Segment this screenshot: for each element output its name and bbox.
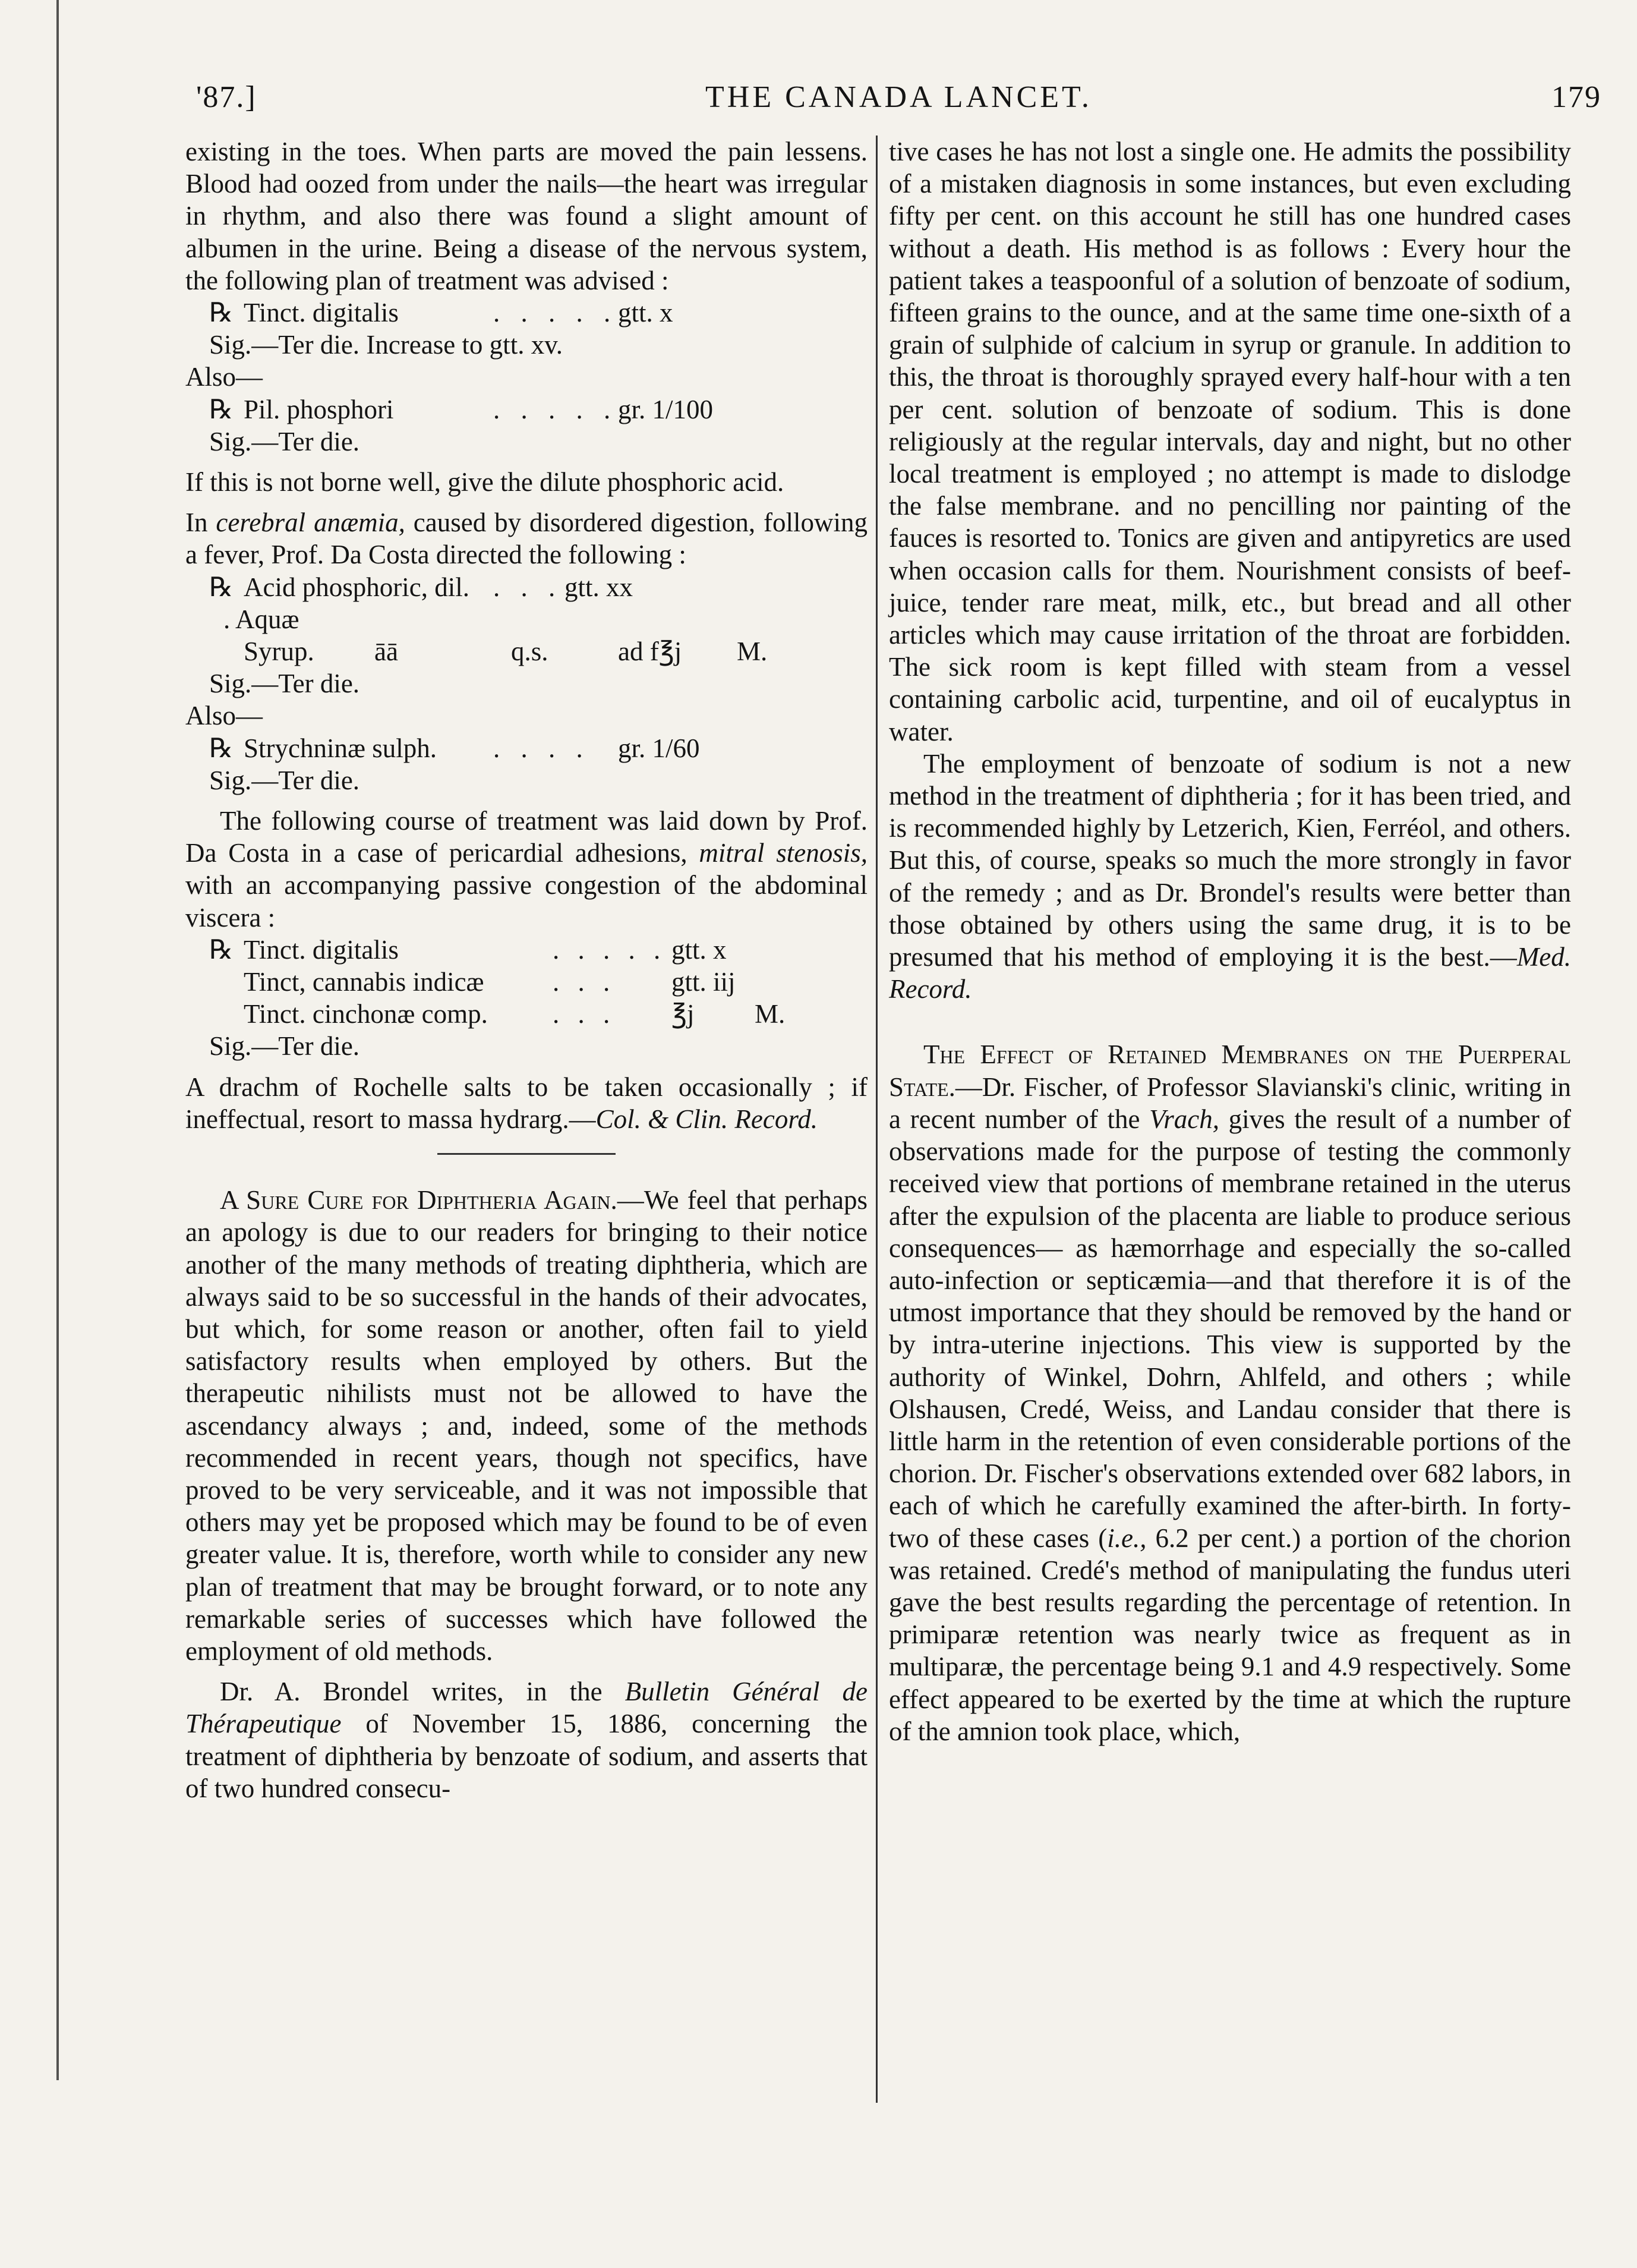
also-label: Also— xyxy=(185,701,263,731)
dose: gtt. x xyxy=(671,934,727,965)
leader-dots: . . . . . xyxy=(553,934,667,965)
paragraph: In cerebral anæmia, caused by disordered digestion, following a fever, Prof. Da Costa directed the following : xyxy=(185,508,868,570)
leader-dots: . . . xyxy=(553,999,616,1029)
paragraph: A drachm of Rochelle salts to be taken occasionally ; if ineffectual, resort to massa hydrarg.—Col. & Clin. Record. xyxy=(185,1072,868,1134)
drug-name: Tinct. cinchonæ comp. xyxy=(244,999,488,1029)
right-column xyxy=(889,136,1571,1747)
volume-label: '87.] xyxy=(196,80,257,114)
ana-mark: āā xyxy=(374,637,398,667)
section-ornament xyxy=(185,1135,868,1167)
leader-dots: . . . xyxy=(493,572,563,602)
leader-dots: . . . . . xyxy=(493,298,618,328)
left-column xyxy=(185,136,868,1804)
article-paragraph: The Effect of Retained Membranes on the Puerperal State.—Dr. Fischer, of Professor Slavianski's clinic, writing in a recent number of the Vrach, gives the result of a number of observations made for the purpose of testing the commonly received view that portions of membrane retained in the uterus after the expulsion of the placenta are liable to produce serious consequences— as hæmorrhage and especially the so-called auto-infection or septicæmia—and that therefore it is of the utmost importance that they should be removed by the hand or by intra-uterine injections. This view is supported by the authority of Winkel, Dohrn, Ahlfeld, and others ; while Olshausen, Credé, Weiss, and Landau consider that there is little harm in the retention of even considerable portions of the chorion. Dr. Fischer's observations extended over 682 labors, in each of which he carefully examined the after-birth. In forty-two of these cases (i.e., 6.2 per cent.) a portion of the chorion was retained. Credé's method of manipulating the fundus uteri gave the best results regarding the percentage of retention. In primiparæ retention was nearly twice as frequent as in multiparæ, the percentage being 9.1 and 4.9 respectively. Some effect appeared to be exerted by the time at which the rupture of the amnion took place, which, xyxy=(889,1040,1571,1746)
paragraph: If this is not borne well, give the dilute phosphoric acid. xyxy=(185,467,784,497)
signa-line: Sig.—Ter die. xyxy=(209,765,360,795)
drug-name: Tinct, cannabis indicæ xyxy=(244,967,484,997)
paragraph: Dr. A. Brondel writes, in the Bulletin Général de Thérapeutique of November 15, 1886, concerning the treatment of diphtheria by benzoate of sodium, and asserts that of two hundred consecu- xyxy=(185,1677,868,1803)
prescription-line xyxy=(185,571,868,603)
signa-line: Sig.—Ter die. Increase to gtt. xv. xyxy=(209,330,563,360)
dose: ℥j xyxy=(671,999,695,1029)
drug-name: Tinct. digitalis xyxy=(244,934,399,965)
article-paragraph: A Sure Cure for Diphtheria Again.—We feel that perhaps an apology is due to our readers for bringing to their notice another of the many methods of treating diphtheria, which are always said to be so successful in the hands of their advocates, but which, for some reason or another, often fail to yield satisfactory results when employed by others. But the therapeutic nihilists must not be allowed to have the ascendancy always ; and, indeed, some of the methods recommended in recent years, though not specifics, have proved to be very serviceable, and it was not impossible that others may yet be proposed which may be found to be of even greater value. It is, therefore, worth while to consider any new plan of treatment that may be brought forward, or to note any remarkable series of successes which have followed the employment of old methods. xyxy=(185,1185,868,1666)
recipe-symbol: ℞ xyxy=(209,298,234,328)
paragraph: existing in the toes. When parts are moved the pain lessens. Blood had oozed from under the nails—the heart was irregular in rhythm, and also there was found a slight amount of albumen in the urine. Being a disease of the nervous system, the following plan of treatment was advised : xyxy=(185,137,868,295)
binding-edge xyxy=(56,0,59,2080)
paragraph: The following course of treatment was laid down by Prof. Da Costa in a case of pericardial adhesions, mitral stenosis, with an accompanying passive congestion of the abdominal viscera : xyxy=(185,806,868,933)
prescription-line xyxy=(185,297,868,329)
paragraph: The employment of benzoate of sodium is not a new method in the treatment of diphtheria ; for it has been tried, and is recommended highly by Letzerich, Kien, Ferréol, and others. But this, of course, speaks so much the more strongly in favor of the remedy ; and as Dr. Brondel's results were better than those obtained by others using the same drug, it is to be presumed that his method of employing it is the best.—Med. Record. xyxy=(889,748,1571,1004)
drug-name: Acid phosphoric, dil. xyxy=(244,572,469,602)
quantity-mark: q.s. xyxy=(511,637,548,667)
dose: gtt. xx xyxy=(564,572,633,602)
also-label: Also— xyxy=(185,362,263,392)
paragraph: tive cases he has not lost a single one. He admits the possibility of a mistaken diagnosis in some instances, but even excluding fifty per cent. on this account he still has one hundred cases without a death. His method is as follows : Every hour the patient takes a teaspoonful of a solution of benzoate of sodium, fifteen grains to the ounce, and at the same time one-sixth of a grain of sulphide of calcium in syrup or granule. In addition to this, the throat is thoroughly sprayed every half-hour with a ten per cent. solution of benzoate of sodium. This is done religiously at the regular intervals, day and night, but no other local treatment is employed ; no attempt is made to dislodge the false membrane. and no pencilling nor painting of the fauces is resorted to. Tonics are given and antipyretics are used when occasion calls for them. Nourishment consists of beef-juice, tender rare meat, milk, etc., but bread and all other articles which may cause irritation of the throat are forbidden. The sick room is kept filled with steam from a vessel containing carbolic acid, turpentine, and oil of eucalyptus in water. xyxy=(889,137,1571,746)
leader-dots: . . . . . xyxy=(493,394,618,424)
prescription-block xyxy=(185,934,868,1031)
prescription-line xyxy=(185,934,868,966)
drug-name: Tinct. digitalis xyxy=(244,298,399,328)
dose: gtt. x xyxy=(618,298,673,328)
recipe-symbol: ℞ xyxy=(209,572,234,602)
misce-mark: M. xyxy=(755,999,786,1029)
drug-name: Strychninæ sulph. xyxy=(244,733,437,763)
drug-name: Pil. phosphori xyxy=(244,394,394,424)
column-divider xyxy=(876,136,878,2103)
dose: gtt. iij xyxy=(671,967,736,997)
signa-line: Sig.—Ter die. xyxy=(209,426,360,456)
leader-dots: . . . xyxy=(553,967,616,997)
prescription-line xyxy=(185,393,868,426)
prescription-line xyxy=(185,966,868,998)
dose: gr. 1/60 xyxy=(618,733,700,763)
misce-mark: M. xyxy=(737,637,768,667)
article-heading: The Effect of Retained Membranes on the Puerperal State. xyxy=(889,1040,1571,1102)
signa-line: Sig.—Ter die. xyxy=(209,1031,360,1061)
recipe-symbol: ℞ xyxy=(209,733,234,763)
page-number: 179 xyxy=(1551,80,1601,114)
drug-name: Syrup. xyxy=(244,637,314,667)
running-header xyxy=(196,80,1601,121)
drug-name: . Aquæ xyxy=(223,604,299,634)
dose: ad f℥j xyxy=(618,637,682,667)
recipe-symbol: ℞ xyxy=(209,934,234,965)
prescription-line xyxy=(185,732,868,764)
dose: gr. 1/100 xyxy=(618,394,714,424)
signa-line: Sig.—Ter die. xyxy=(209,669,360,699)
leader-dots: . . . . xyxy=(493,733,590,763)
recipe-symbol: ℞ xyxy=(209,394,234,424)
prescription-line xyxy=(185,635,868,667)
journal-title: THE CANADA LANCET. xyxy=(705,80,1092,114)
article-heading: A Sure Cure for Diphtheria Again. xyxy=(220,1185,617,1215)
prescription-line xyxy=(185,998,868,1030)
